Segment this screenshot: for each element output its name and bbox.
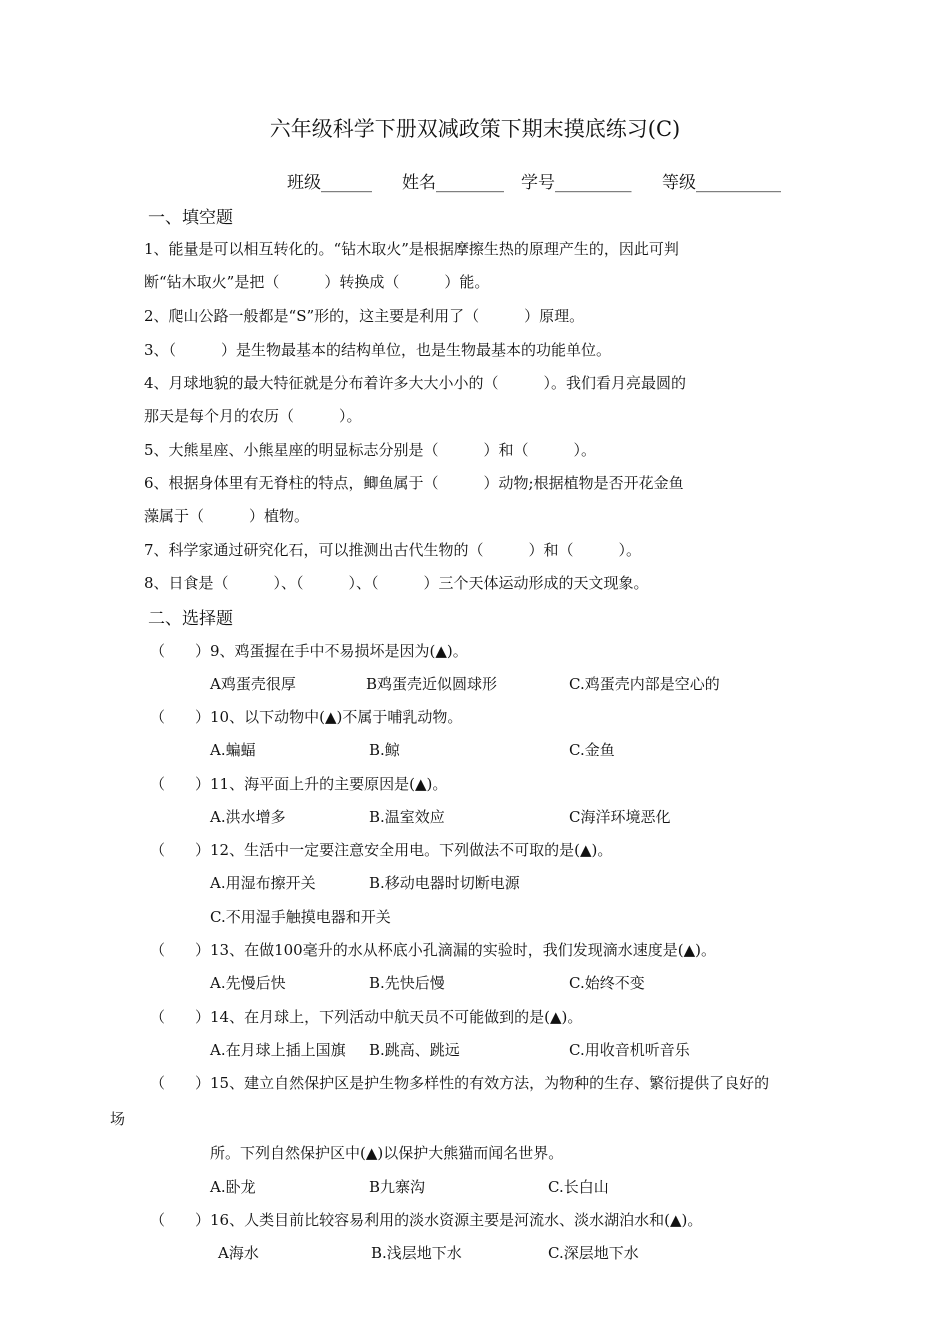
grade-field: 等级__________ (662, 173, 781, 193)
option-a: A鸡蛋壳很厚 (210, 675, 296, 693)
question-line: 7、科学家通过研究化石，可以推测出古代生物的（ ）和（ ）。 (144, 541, 642, 559)
option-a: A.用湿布擦开关 (210, 874, 316, 892)
question-line: （ ）15、建立自然保护区是护生物多样性的有效方法，为物种的生存、繁衍提供了良好的 (150, 1074, 770, 1092)
class-field: 班级______ (287, 173, 372, 193)
option-a: A.蝙蝠 (210, 741, 256, 759)
question-line: （ ）14、在月球上，下列活动中航天员不可能做到的是(▲)。 (150, 1008, 583, 1026)
option-a: A海水 (218, 1244, 259, 1262)
option-b: B.鲸 (369, 741, 400, 759)
question-line: 5、大熊星座、小熊星座的明显标志分别是（ ）和（ ）。 (144, 441, 597, 459)
question-line: 6、根据身体里有无脊柱的特点，鲫鱼属于（ ）动物;根据植物是否开花金鱼 (144, 474, 684, 492)
question-line: （ ）13、在做100毫升的水从杯底小孔滴漏的实验时，我们发现滴水速度是(▲)。 (150, 941, 716, 959)
question-line: 3、（ ）是生物最基本的结构单位，也是生物最基本的功能单位。 (144, 341, 612, 359)
question-line: 那天是每个月的农历（ ）。 (144, 407, 362, 425)
question-line: 1、能量是可以相互转化的。“钻木取火”是根据摩擦生热的原理产生的，因此可判 (144, 240, 679, 258)
question-line: （ ）11、海平面上升的主要原因是(▲)。 (150, 775, 448, 793)
option-a: A.洪水增多 (210, 808, 286, 826)
question-line: 4、月球地貌的最大特征就是分布着许多大大小小的（ ）。我们看月亮最圆的 (144, 374, 687, 392)
question-line: 藻属于（ ）植物。 (144, 507, 310, 525)
option-b: B.跳高、跳远 (369, 1041, 460, 1059)
option-c: C.用收音机听音乐 (569, 1041, 690, 1059)
question-line: （ ）9、鸡蛋握在手中不易损坏是因为(▲)。 (150, 642, 468, 660)
question-line: 断“钻木取火”是把（ ）转换成（ ）能。 (144, 273, 490, 291)
option-b: B.移动电器时切断电源 (369, 874, 520, 892)
question-line: （ ）12、生活中一定要注意安全用电。下列做法不可取的是(▲)。 (150, 841, 613, 859)
option-c: C海洋环境恶化 (569, 808, 671, 826)
question-line: （ ）10、以下动物中(▲)不属于哺乳动物。 (150, 708, 463, 726)
section-heading-fill-blank: 一、填空题 (148, 208, 233, 228)
option-a: A.卧龙 (210, 1178, 256, 1196)
question-line-wrap: 场 (110, 1110, 126, 1128)
option-c: C.不用湿手触摸电器和开关 (210, 908, 391, 926)
option-c: C.长白山 (548, 1178, 609, 1196)
student-number-field: 学号_________ (521, 173, 632, 193)
question-line: 8、日食是（ ）、（ ）、（ ）三个天体运动形成的天文现象。 (144, 574, 649, 592)
question-line: 2、爬山公路一般都是“S”形的，这主要是利用了（ ）原理。 (144, 307, 585, 325)
option-b: B.温室效应 (369, 808, 445, 826)
section-heading-multiple-choice: 二、选择题 (148, 609, 233, 629)
name-field: 姓名________ (402, 173, 504, 193)
option-a: A.在月球上插上国旗 (210, 1041, 346, 1059)
option-b: B.浅层地下水 (371, 1244, 462, 1262)
page-title: 六年级科学下册双减政策下期末摸底练习(C) (269, 117, 681, 141)
option-c: C.鸡蛋壳内部是空心的 (569, 675, 720, 693)
option-b: B鸡蛋壳近似圆球形 (366, 675, 498, 693)
option-c: C.始终不变 (569, 974, 645, 992)
question-line: （ ）16、人类目前比较容易利用的淡水资源主要是河流水、淡水湖泊水和(▲)。 (150, 1211, 703, 1229)
question-line-continued: 所。下列自然保护区中(▲)以保护大熊猫而闻名世界。 (210, 1144, 564, 1162)
option-c: C.金鱼 (569, 741, 615, 759)
option-b: B九寨沟 (369, 1178, 426, 1196)
option-b: B.先快后慢 (369, 974, 445, 992)
option-a: A.先慢后快 (210, 974, 286, 992)
option-c: C.深层地下水 (548, 1244, 639, 1262)
